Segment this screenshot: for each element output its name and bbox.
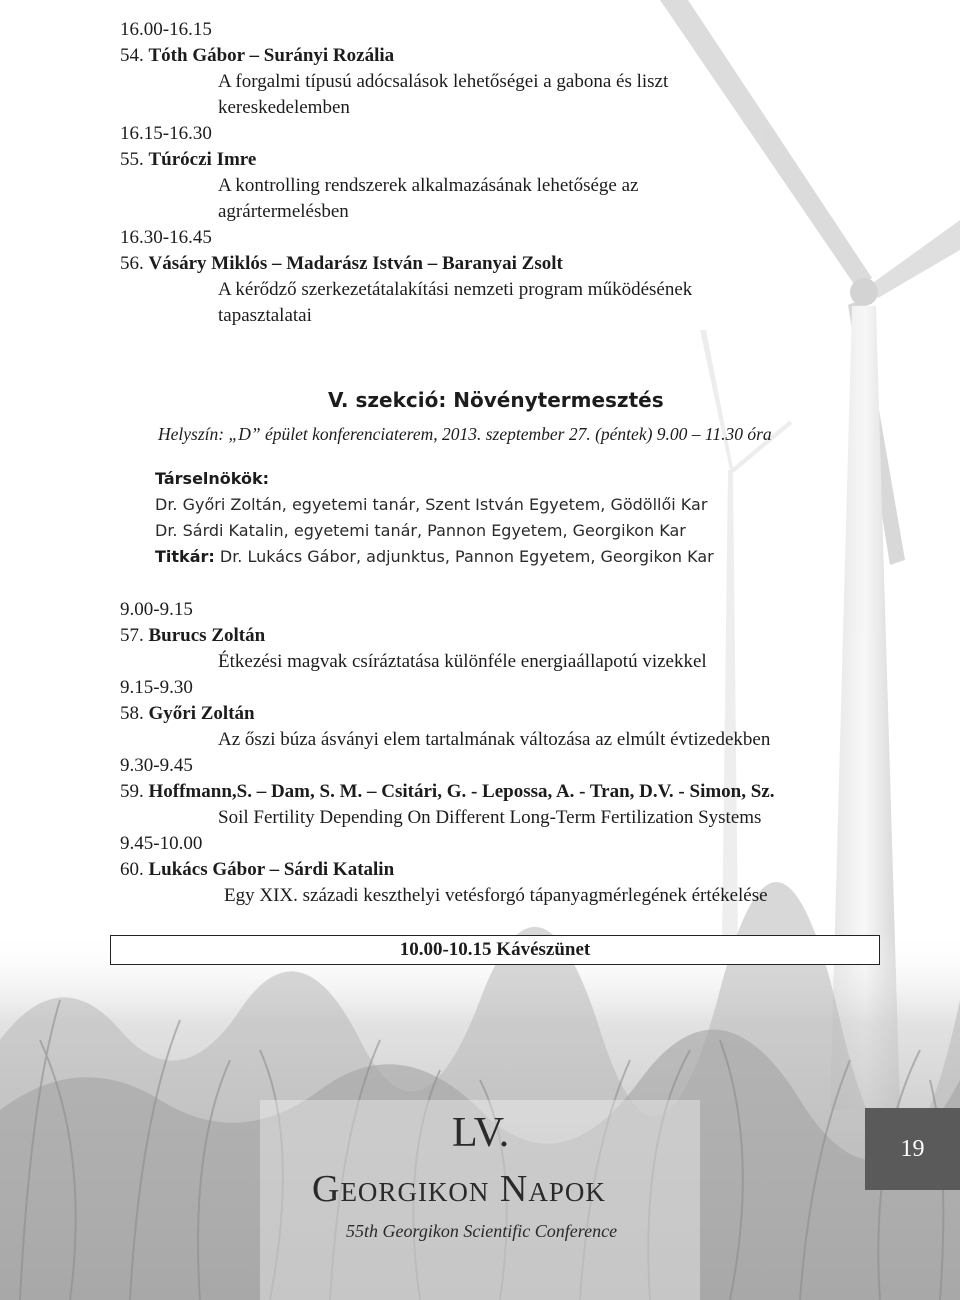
session-title-cont: kereskedelemben [218, 97, 350, 118]
coffee-break-banner: 10.00-10.15 Kávészünet [110, 935, 880, 965]
edition-label: LV. [452, 1110, 510, 1156]
session-title: A forgalmi típusú adócsalások lehetőségei a gabona és liszt [218, 71, 669, 92]
section-venue: Helyszín: „D” épület konferenciaterem, 2013. szeptember 27. (péntek) 9.00 – 11.30 óra [158, 424, 772, 444]
co-chairs-heading: Társelnökök: [155, 469, 270, 488]
event-subtitle: 55th Georgikon Scientific Conference [346, 1221, 618, 1241]
session-title: A kontrolling rendszerek alkalmazásának lehetősége az [218, 175, 639, 196]
session-authors: 54. Tóth Gábor – Surányi Rozália [120, 45, 395, 66]
session-time: 9.30-9.45 [120, 755, 193, 776]
co-chair: Dr. Győri Zoltán, egyetemi tanár, Szent István Egyetem, Gödöllői Kar [155, 495, 708, 514]
session-time: 9.15-9.30 [120, 677, 193, 698]
section-heading: V. szekció: Növénytermesztés [328, 388, 664, 412]
co-chair: Dr. Sárdi Katalin, egyetemi tanár, Pannon Egyetem, Georgikon Kar [155, 521, 686, 540]
session-title: Étkezési magvak csíráztatása különféle energiaállapotú vizekkel [218, 651, 707, 672]
session-authors: 60. Lukács Gábor – Sárdi Katalin [120, 859, 395, 880]
session-title-cont: agrártermelésben [218, 201, 349, 222]
session-time: 9.00-9.15 [120, 599, 193, 620]
session-title: Egy XIX. századi keszthelyi vetésforgó tápanyagmérlegének értékelése [224, 885, 768, 906]
session-title: Soil Fertility Depending On Different Long-Term Fertilization Systems [218, 807, 762, 828]
session-authors: 58. Győri Zoltán [120, 703, 255, 724]
session-time: 9.45-10.00 [120, 833, 203, 854]
session-time: 16.15-16.30 [120, 123, 212, 144]
session-time: 16.00-16.15 [120, 19, 212, 40]
session-title: A kérődző szerkezetátalakítási nemzeti program működésének [218, 279, 693, 300]
secretary: Titkár: Dr. Lukács Gábor, adjunktus, Pannon Egyetem, Georgikon Kar [155, 547, 714, 566]
page-number: 19 [865, 1108, 960, 1190]
session-title: Az őszi búza ásványi elem tartalmának változása az elmúlt évtizedekben [218, 729, 771, 750]
event-name: Georgikon Napok [312, 1168, 606, 1210]
session-authors: 59. Hoffmann,S. – Dam, S. M. – Csitári, G. - Lepossa, A. - Tran, D.V. - Simon, Sz. [120, 781, 775, 802]
session-authors: 55. Túróczi Imre [120, 149, 257, 170]
session-time: 16.30-16.45 [120, 227, 212, 248]
session-authors: 57. Burucs Zoltán [120, 625, 266, 646]
session-title-cont: tapasztalatai [218, 305, 312, 326]
session-authors: 56. Vásáry Miklós – Madarász István – Baranyai Zsolt [120, 253, 563, 274]
